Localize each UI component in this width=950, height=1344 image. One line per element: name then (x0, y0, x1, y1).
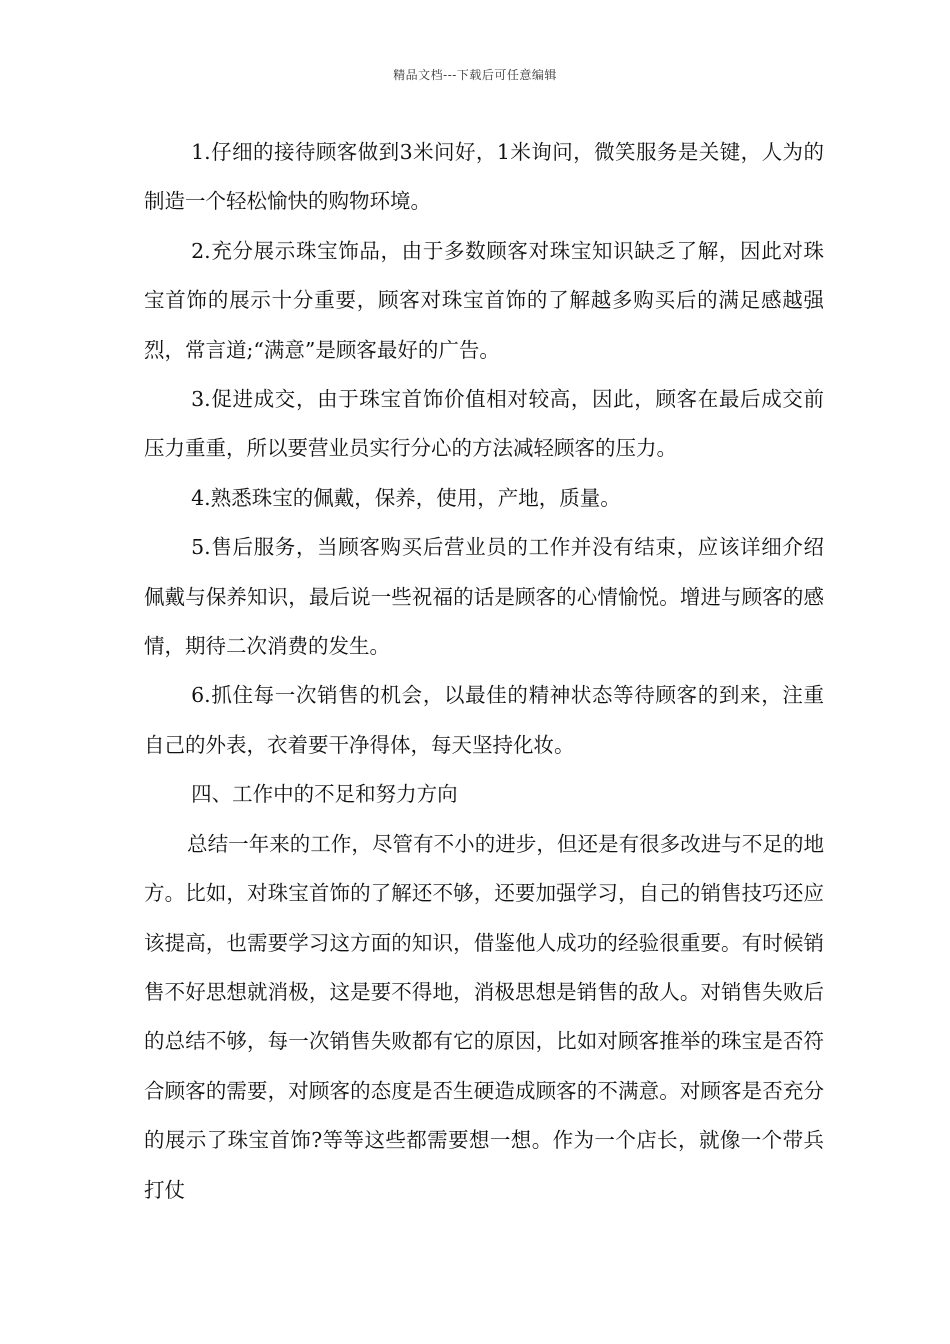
paragraph-item-5: 5.售后服务，当顾客购买后营业员的工作并没有结束，应该详细介绍佩戴与保养知识，最后说一些祝福的话是顾客的心情愉悦。增进与顾客的感情，期待二次消费的发生。 (144, 535, 824, 659)
document-body (144, 128, 824, 1215)
paragraph-item-1: 1.仔细的接待顾客做到3米问好，1米询问，微笑服务是关键，人为的制造一个轻松愉快的购物环境。 (144, 140, 824, 214)
paragraph-item-4: 4.熟悉珠宝的佩戴，保养，使用，产地，质量。 (191, 485, 621, 510)
section-heading: 四、工作中的不足和努力方向 (191, 782, 458, 807)
paragraph-item-6: 6.抓住每一次销售的机会，以最佳的精神状态等待顾客的到来，注重自己的外表，衣着要干净得体，每天坚持化妆。 (144, 683, 824, 757)
page-header: 精品文档---下载后可任意编辑 (393, 68, 557, 82)
paragraph-item-2: 2.充分展示珠宝饰品，由于多数顾客对珠宝知识缺乏了解，因此对珠宝首饰的展示十分重要，顾客对珠宝首饰的了解越多购买后的满足感越强烈，常言道;“满意”是顾客最好的广告。 (144, 238, 824, 362)
paragraph-item-3: 3.促进成交，由于珠宝首饰价值相对较高，因此，顾客在最后成交前压力重重，所以要营业员实行分心的方法减轻顾客的压力。 (144, 387, 824, 461)
summary-paragraph: 总结一年来的工作，尽管有不小的进步，但还是有很多改进与不足的地方。比如，对珠宝首饰的了解还不够，还要加强学习，自己的销售技巧还应该提高，也需要学习这方面的知识，借鉴他人成功的经验很重要。有时候销售不好思想就消极，这是要不得地，消极思想是销售的敌人。对销售失败后的总结不够，每一次销售失败都有它的原因，比如对顾客推举的珠宝是否符合顾客的需要，对顾客的态度是否生硬造成顾客的不满意。对顾客是否充分的展示了珠宝首饰?等等这些都需要想一想。作为一个店长，就像一个带兵打仗 (144, 831, 824, 1202)
